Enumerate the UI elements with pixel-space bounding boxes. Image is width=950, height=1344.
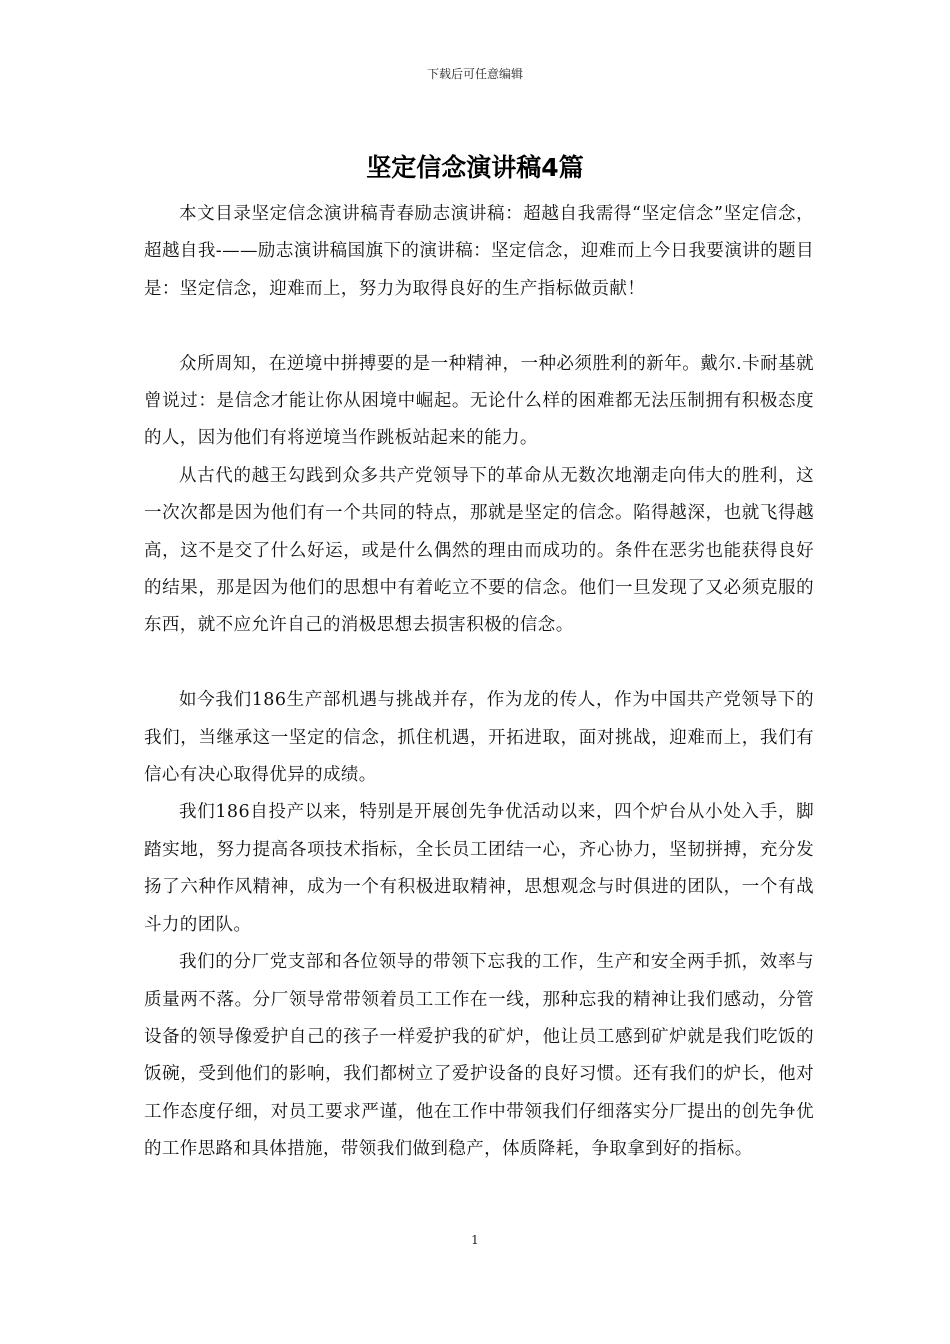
paragraph-spacer (144, 645, 814, 682)
paragraph-1: 众所周知，在逆境中拼搏要的是一种精神，一种必须胜利的新年。戴尔.卡耐基就曾说过：是信念才能让你从困境中崛起。无论什么样的困难都无法压制拥有积极态度的人，因为他们有将逆境当作跳板站起来的能力。 (144, 353, 814, 449)
page-header-note: 下载后可任意编辑 (426, 67, 523, 81)
paragraph-spacer (144, 308, 814, 345)
paragraph-3: 如今我们186生产部机遇与挑战并存，作为龙的传人，作为中国共产党领导下的我们，当继承这一坚定的信念，抓住机遇，开拓进取，面对挑战，迎难而上，我们有信心有决心取得优异的成绩。 (144, 690, 814, 786)
document-title: 坚定信念演讲稿4篇 (366, 153, 584, 182)
paragraph-4: 我们186自投产以来，特别是开展创先争优活动以来，四个炉台从小处入手，脚踏实地，努力提高各项技术指标，全长员工团结一心，齐心协力，坚韧拼搏，充分发扬了六种作风精神，成为一个有积极进取精神，思想观念与时俱进的团队，一个有战斗力的团队。 (144, 802, 814, 935)
document-body (144, 196, 814, 1169)
paragraph-2: 从古代的越王勾践到众多共产党领导下的革命从无数次地潮走向伟大的胜利，这一次次都是因为他们有一个共同的特点，那就是坚定的信念。陷得越深，也就飞得越高，这不是交了什么好运，或是什么偶然的理由而成功的。条件在恶劣也能获得良好的结果，那是因为他们的思想中有着屹立不要的信念。他们一旦发现了又必须克服的东西，就不应允许自己的消极思想去损害积极的信念。 (144, 465, 814, 636)
page-number: 1 (471, 1233, 479, 1247)
paragraph-intro: 本文目录坚定信念演讲稿青春励志演讲稿：超越自我需得“坚定信念”坚定信念，超越自我-——励志演讲稿国旗下的演讲稿：坚定信念，迎难而上今日我要演讲的题目是：坚定信念，迎难而上，努力为取得良好的生产指标做贡献！ (144, 204, 814, 299)
paragraph-5: 我们的分厂党支部和各位领导的带领下忘我的工作，生产和安全两手抓，效率与质量两不落。分厂领导常带领着员工工作在一线，那种忘我的精神让我们感动，分管设备的领导像爱护自己的孩子一样爱护我的矿炉，他让员工感到矿炉就是我们吃饭的饭碗，受到他们的影响，我们都树立了爱护设备的良好习惯。还有我们的炉长，他对工作态度仔细，对员工要求严谨，他在工作中带领我们仔细落实分厂提出的创先争优的工作思路和具体措施，带领我们做到稳产，体质降耗，争取拿到好的指标。 (144, 952, 814, 1160)
